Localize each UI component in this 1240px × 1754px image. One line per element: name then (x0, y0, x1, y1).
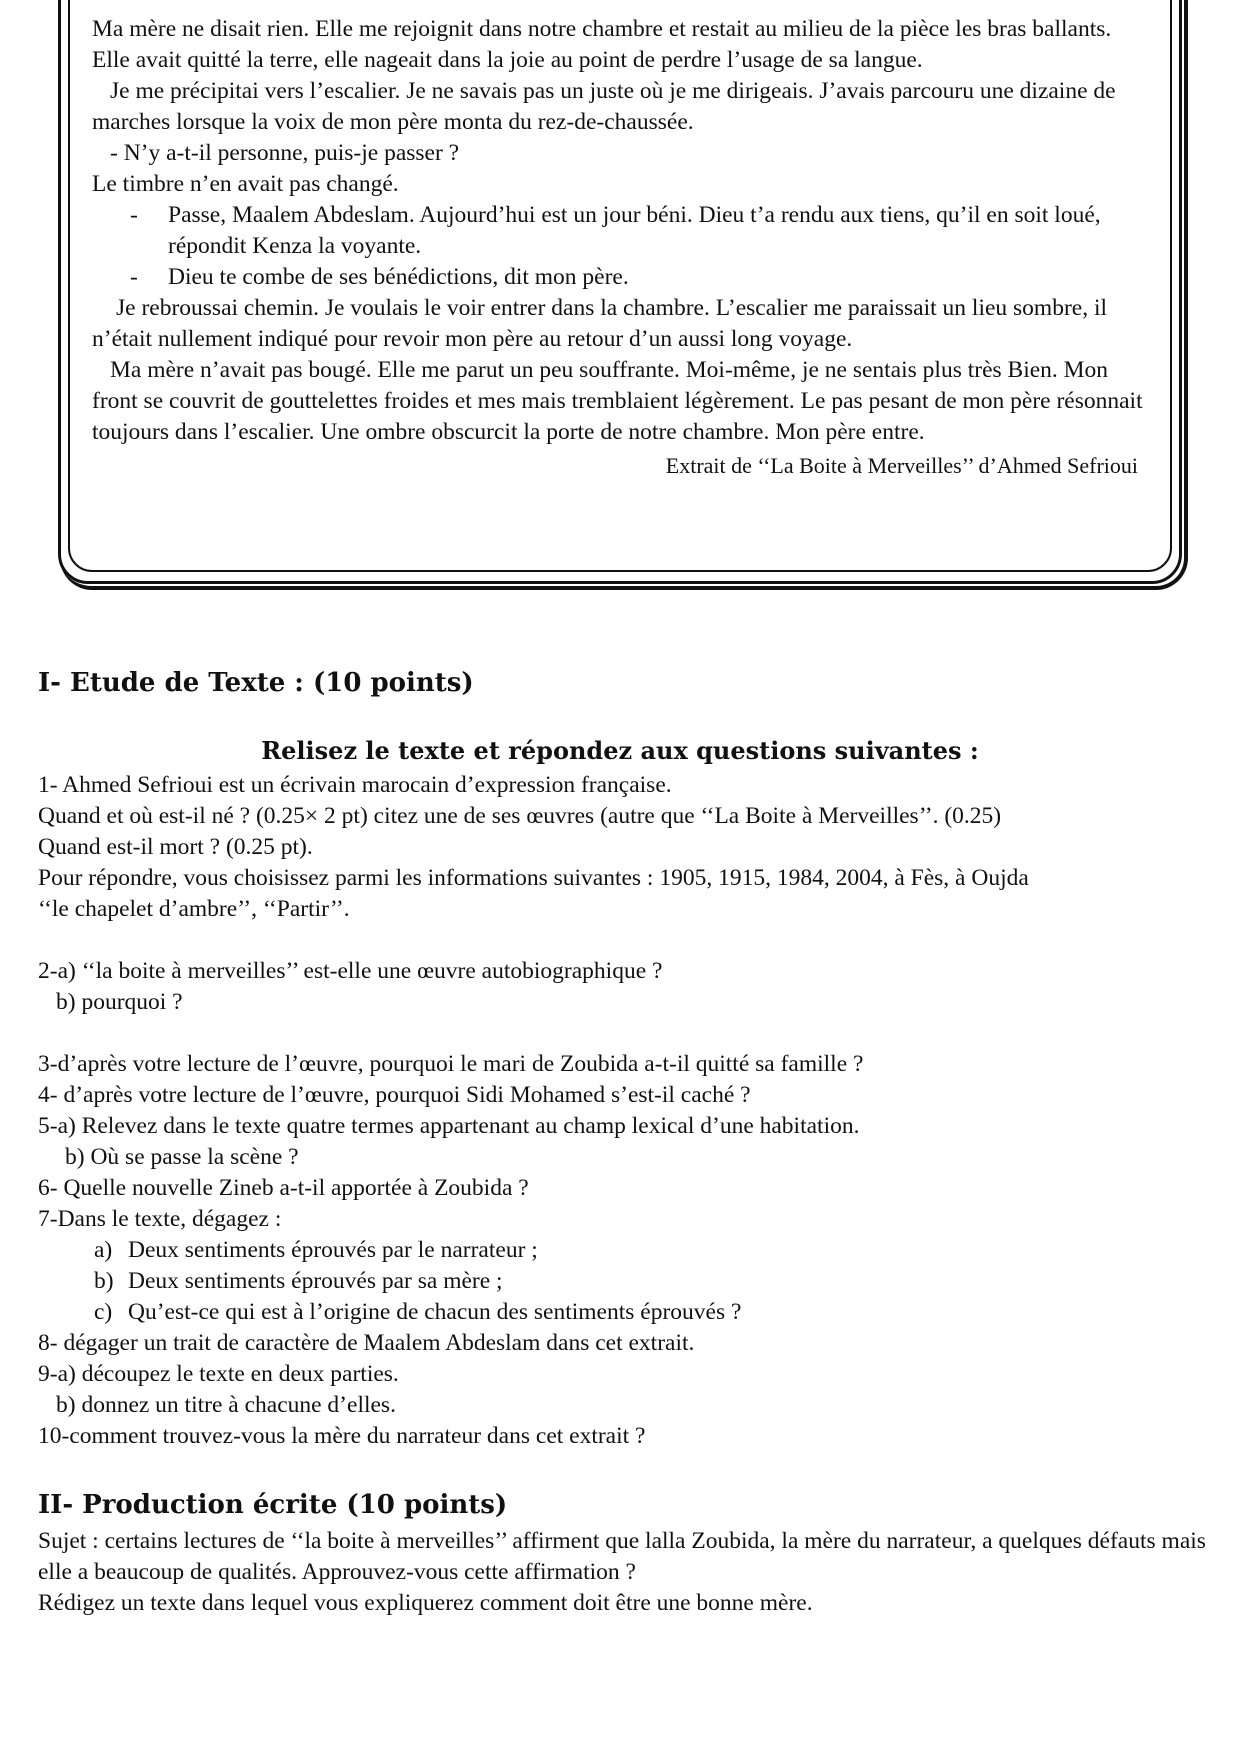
question-9a: 9-a) découpez le texte en deux parties. (38, 1361, 399, 1387)
questions-list (38, 770, 1218, 1452)
question-7-item (38, 1235, 1218, 1266)
dialogue-dash: - (130, 264, 138, 290)
question-2b: b) pourquoi ? (56, 989, 183, 1015)
question-5b: b) Où se passe la scène ? (65, 1144, 299, 1170)
extract-paragraph: Je me précipitai vers l’escalier. Je ne savais pas un juste où je me dirigeais. J’avais parcouru une dizaine de marches lorsque la voix de mon père monta du rez-de-chaussée. (92, 78, 1116, 135)
question-10: 10-comment trouvez-vous la mère du narrateur dans cet extrait ? (38, 1423, 646, 1449)
extract-dialogue (92, 262, 1152, 293)
question-5a: 5-a) Relevez dans le texte quatre termes appartenant au champ lexical d’une habitation. (38, 1113, 860, 1139)
item-text: Deux sentiments éprouvés par sa mère ; (128, 1268, 503, 1294)
extract-paragraph: Ma mère n’avait pas bougé. Elle me parut un peu souffrante. Moi-même, je ne sentais plus très Bien. Mon front se couvrit de gouttelettes froides et mes mais tremblaient légèrement. Le pas pesant de mon père résonnait toujours dans l’escalier. Une ombre obscurcit la porte de notre chambre. Mon père entre. (92, 357, 1143, 445)
item-text: Deux sentiments éprouvés par le narrateur ; (128, 1237, 538, 1263)
question-7-item (38, 1266, 1218, 1297)
question-1-line: Quand et où est-il né ? (0.25× 2 pt) citez une de ses œuvres (autre que ‘‘La Boite à Merveilles’’. (0.25) (38, 803, 1002, 829)
extract-dialogue: - N’y a-t-il personne, puis-je passer ? (110, 140, 460, 166)
extract-text (92, 14, 1152, 481)
section-title-etude: I- Etude de Texte : (10 points) (38, 668, 474, 698)
question-4: 4- d’après votre lecture de l’œuvre, pourquoi Sidi Mohamed s’est-il caché ? (38, 1082, 751, 1108)
question-7-item (38, 1297, 1218, 1328)
question-3: 3-d’après votre lecture de l’œuvre, pourquoi le mari de Zoubida a-t-il quitté sa famille ? (38, 1051, 864, 1077)
production-instruction: Rédigez un texte dans lequel vous expliquerez comment doit être une bonne mère. (38, 1590, 813, 1616)
extract-source: Extrait de ‘‘La Boite à Merveilles’’ d’Ahmed Sefrioui (665, 453, 1138, 478)
item-label: b) (94, 1268, 114, 1294)
dialogue-text: Dieu te combe de ses bénédictions, dit mon père. (168, 264, 629, 290)
question-8: 8- dégager un trait de caractère de Maalem Abdeslam dans cet extrait. (38, 1330, 695, 1356)
item-label: c) (94, 1299, 113, 1325)
question-6: 6- Quelle nouvelle Zineb a-t-il apportée à Zoubida ? (38, 1175, 529, 1201)
extract-dialogue (92, 200, 1152, 262)
dialogue-dash: - (130, 202, 138, 228)
question-1-line: Quand est-il mort ? (0.25 pt). (38, 834, 313, 860)
question-9b: b) donnez un titre à chacune d’elles. (56, 1392, 396, 1418)
dialogue-text: Passe, Maalem Abdeslam. Aujourd’hui est un jour béni. Dieu t’a rendu aux tiens, qu’il en soit loué, répondit Kenza la voyante. (168, 202, 1101, 259)
question-2a: 2-a) ‘‘la boite à merveilles’’ est-elle une œuvre autobiographique ? (38, 958, 663, 984)
production-prompt (38, 1526, 1218, 1619)
question-1-line: ‘‘le chapelet d’ambre’’, ‘‘Partir’’. (38, 896, 350, 922)
production-subject: Sujet : certains lectures de ‘‘la boite à merveilles’’ affirment que lalla Zoubida, la mère du narrateur, a quelques défauts mais elle a beaucoup de qualités. Approuvez-vous cette affirmation ? (38, 1528, 1206, 1585)
extract-paragraph: Je rebroussai chemin. Je voulais le voir entrer dans la chambre. L’escalier me paraissait un lieu sombre, il n’était nullement indiqué pour revoir mon père au retour d’un aussi long voyage. (92, 295, 1108, 352)
item-text: Qu’est-ce qui est à l’origine de chacun des sentiments éprouvés ? (128, 1299, 742, 1325)
extract-paragraph: Le timbre n’en avait pas changé. (92, 171, 399, 197)
instruction: Relisez le texte et répondez aux questions suivantes : (261, 736, 979, 765)
item-label: a) (94, 1237, 113, 1263)
question-7: 7-Dans le texte, dégagez : (38, 1206, 282, 1232)
extract-paragraph: Ma mère ne disait rien. Elle me rejoignit dans notre chambre et restait au milieu de la pièce les bras ballants. Elle avait quitté la terre, elle nageait dans la joie au point de perdre l’usage de sa langue. (92, 16, 1112, 73)
section-title-production: II- Production écrite (10 points) (38, 1490, 508, 1520)
question-1-line: Pour répondre, vous choisissez parmi les informations suivantes : 1905, 1915, 1984, 2004, à Fès, à Oujda (38, 865, 1029, 891)
question-1-line: 1- Ahmed Sefrioui est un écrivain marocain d’expression française. (38, 772, 672, 798)
